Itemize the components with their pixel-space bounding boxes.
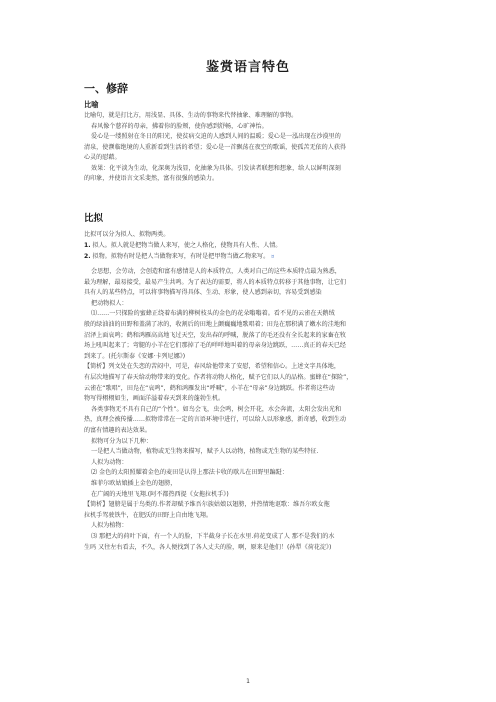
list-item-text: 拟物。拟物有时是把人当做物来写，有时是把甲物当做乙物来写。	[92, 253, 270, 260]
text-line: 沼泽上面哀鸣；鹤和鸿雁高高地飞过天空，发出春的呼喊，脱落了的毛还没有全长起来的家畜在牧	[84, 331, 347, 339]
subheading-personification: 比拟	[84, 213, 104, 224]
list-item-objectify	[84, 252, 416, 263]
text-line: 一是把人当做动物，植物或无生物来描写，赋予人以动物，植物或无生物的某些特征.	[91, 448, 319, 456]
text-line: 到来了。(托尔斯泰《安娜·卡列尼娜》)	[84, 352, 186, 360]
text-line: 把动物拟人：	[91, 299, 128, 307]
text-line: 场上吼叫起来了；弯腿的小羊在它们那掉了毛的咩咩地叫着的母亲身边跳跃，……真正的春天已经	[84, 342, 347, 350]
text-line: 最为理解，最易接受，最易产生共鸣。为了表达的需要，将人的本质特点转移于其他事物，让它们	[84, 278, 347, 286]
text-line: 具有人的某些特点，可以将事物描写得具体、生动、形象，使人感到亲切，容易受到感染	[84, 289, 322, 297]
text-line: 在广阔的天地里飞翔.(阿不都热西提《女拖拉机手》)	[91, 490, 229, 498]
text-line: 云雀在“歌唱”，田凫在“哀鸣”，鹤和鸿雁发出“呼喊”，小羊在“母亲”身边跳跃。作者将这些动	[84, 384, 335, 392]
page-number: 1	[246, 678, 250, 685]
text-line: 拉机手驾驶铁牛，在肥沃的田野上自由地飞翔。	[84, 511, 212, 519]
text-line: 人拟为动物：	[91, 458, 128, 466]
text-line: 的印象，并使语言文采斐然，富有很强的感染力。	[84, 175, 219, 182]
personification-intro: 比拟可以分为拟人、拟物两类。	[84, 231, 170, 238]
subheading-metaphor: 比喻	[84, 100, 99, 109]
text-line: 爱心是一缕照射在冬日的阳光，使贫病交迫的人感到人间的温暖；爱心是一泓出现在沙漠里的	[91, 133, 341, 140]
anchor-mark-icon: ¤	[271, 254, 275, 260]
section-heading-rhetoric: 一、修辞	[84, 82, 128, 95]
text-line: 拟物可分为以下几种：	[91, 437, 152, 445]
text-line: 维菲尔欧姑娘插上金色的翅膀，	[91, 480, 177, 487]
text-line: 人拟为植物：	[91, 522, 128, 530]
text-line: 春风像个慈祥的母亲，拂着你的脸颊，使你感到舒畅，心旷神怡。	[91, 122, 268, 130]
page-title: 鉴赏语言特色	[205, 60, 290, 75]
text-line: 会思想，会劳动，会创造和富有感情是人的本质特点，人类对自己的这些本质特点最为熟悉，	[91, 268, 341, 275]
text-line: 效果：化平淡为生动，化深奥为浅显，化抽象为具体。引发读者联想和想象，给人以鲜明深刻	[91, 164, 341, 172]
text-line: ⑵ 金色的太阳照耀着金色的麦田是认得上那法卡收的歇儿在田野里蹁跹：	[91, 469, 288, 477]
text-line: 的富有情趣的表达效果。	[84, 427, 152, 434]
text-line: 比喻句，就是打比方，用浅显、具体、生动的事物来代替抽象、难理解的事物。	[84, 112, 298, 119]
text-line: ⑴……一只探险的蜜蜂正绕着布满的柳树枝头的金色的花朵嗡嗡着。看不见的云雀在天鹅绒	[91, 310, 335, 318]
text-line: ⑶ 那把大的荷叶下面，有一个人的脸，下半截身子长在水里.荷花变成了人 那不是我们的水	[91, 533, 335, 540]
text-line: 有层次地描写了春天给动物带来的变化。作者将动物人格化，赋予它们以人的品格。蜜蜂在“探险”，	[84, 374, 353, 381]
list-number: 1.	[84, 242, 91, 249]
text-line: 清泉，使濒临绝境的人重新看到生活的希望；爱心是一首飘荡在夜空的歌谣，使孤苦无依的人获得	[84, 143, 347, 151]
list-item-personify	[84, 241, 416, 252]
text-line: 心灵的慰藉。	[84, 154, 121, 161]
text-line: 般的绿油油的田野和盖满了冰的，收割后的田地上颤巍巍地歌唱着；田凫在那积满了嫩水的洼地和	[84, 321, 347, 328]
text-line: 生吗 又往左右看去，不久，各人便找到了各人丈夫的脸，啊，原来是他们！(孙犁《荷花淀》)	[84, 543, 332, 551]
list-item-text: 拟人。拟人就是把物当做人来写，使之人格化，使物具有人性、人情。	[92, 242, 282, 249]
text-line: 热，真理会被传播……拟物常常在一定的言语环境中进行，可以给人以形象感，新奇感，收到生动	[84, 416, 347, 424]
text-line: 各类事物无不具有自己的“个性”。如鸟会飞，虫会鸣，树会开花，水会奔流，太阳会发出光和	[91, 405, 342, 413]
text-line: 【简析】列文处在失恋的苦闷中，可是，春风给他带来了安慰，希望和信心。上述文字具体地，	[84, 363, 340, 371]
text-line: 物写得栩栩如生，画面洋溢着春天到来的蓬勃生机。	[84, 395, 225, 403]
text-line: 【简析】翅膀是属于鸟类的.作者却赋予维吾尔族姑娘以翅膀，并热情地讴歌：维吾尔欧女拖	[84, 501, 330, 509]
list-number: 2.	[84, 253, 91, 260]
